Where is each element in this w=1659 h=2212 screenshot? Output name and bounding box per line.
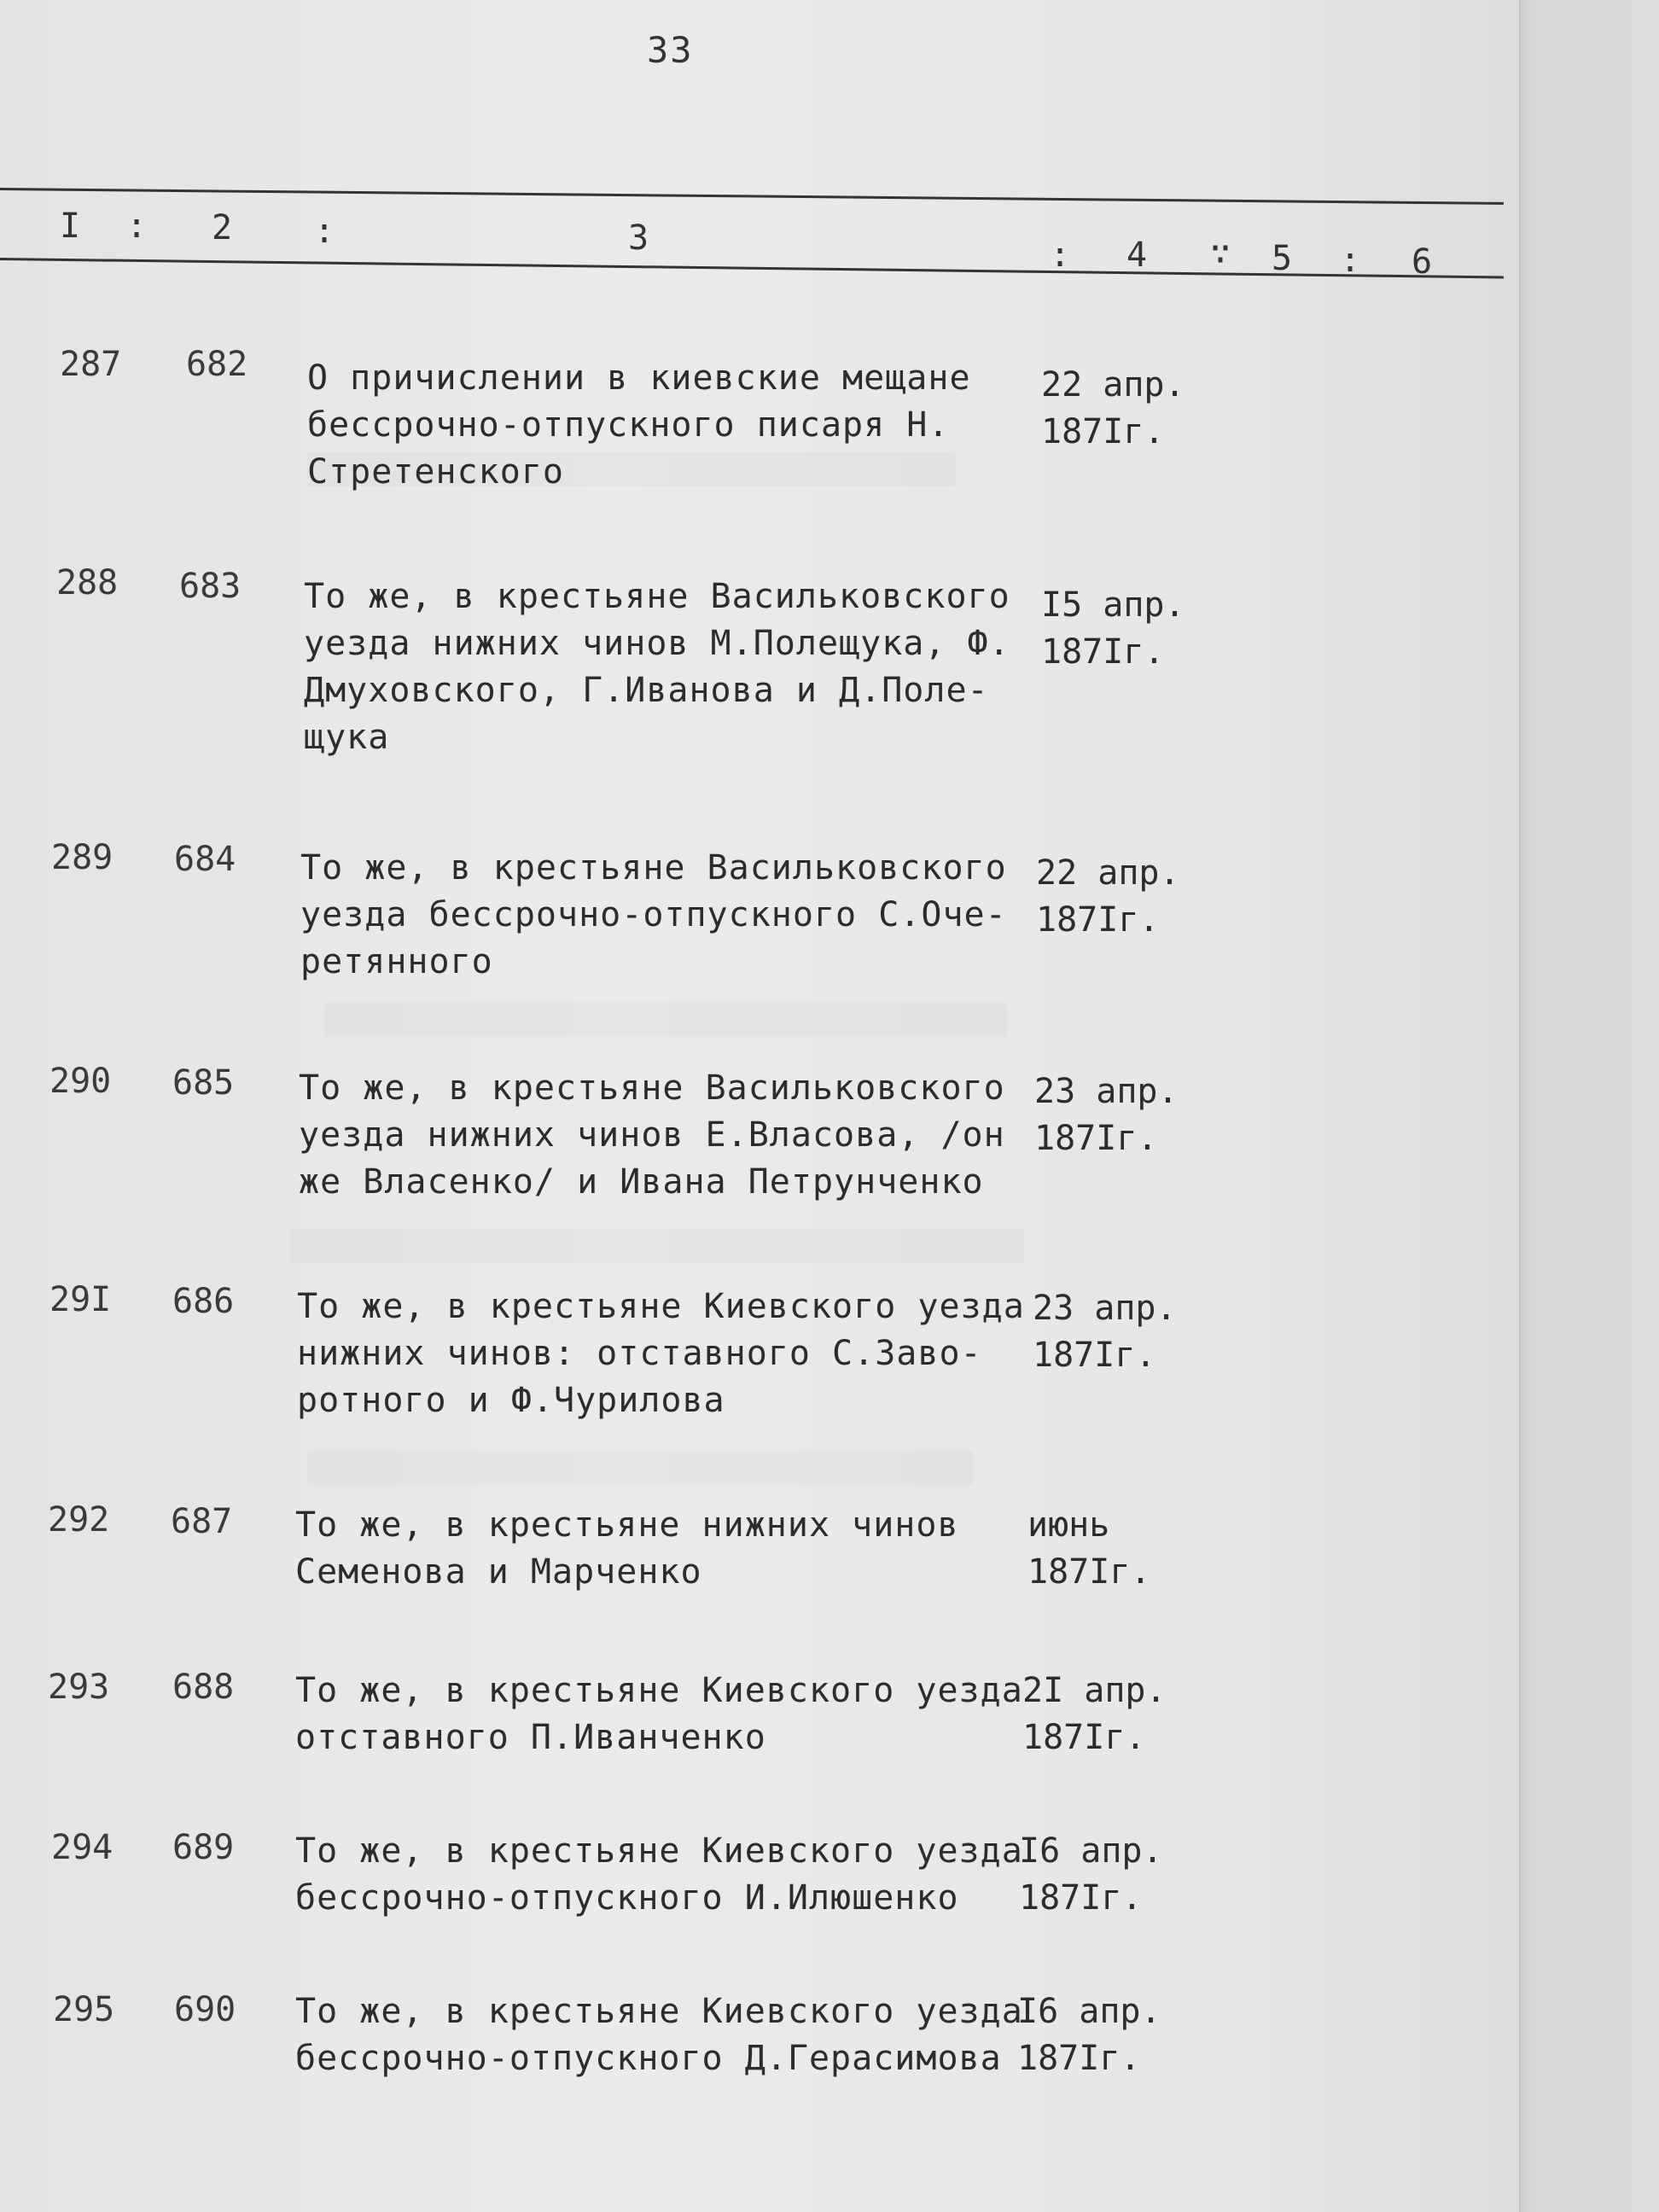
row-date: 22 апр. 187Iг. bbox=[1036, 853, 1180, 940]
row-description: То же, в крестьяне Васильковского уезда нижних чинов М.Полещука, Ф. Дмуховского, Г.Иванова и Д.Поле- щука bbox=[304, 577, 1010, 757]
row-date: I5 апр. 187Iг. bbox=[1041, 585, 1185, 672]
row-date: июнь 187Iг. bbox=[1027, 1505, 1151, 1592]
row-number: 290 bbox=[49, 1062, 112, 1101]
header-col-2: 2 bbox=[212, 208, 233, 247]
header-separator: : bbox=[126, 207, 148, 246]
row-description: То же, в крестьяне Киевского уезда отставного П.Иванченко bbox=[295, 1671, 1023, 1757]
row-date: 22 апр. 187Iг. bbox=[1041, 365, 1185, 451]
row-description: То же, в крестьяне Киевского уезда бессрочно-отпускного Д.Герасимова bbox=[295, 1992, 1023, 2078]
row-description: То же, в крестьяне Киевского уезда нижних чинов: отставного С.Заво- ротного и Ф.Чурилова bbox=[297, 1287, 1025, 1420]
page-edge bbox=[1519, 0, 1659, 2212]
item-number: 685 bbox=[172, 1063, 235, 1103]
row-number: 29I bbox=[49, 1280, 112, 1319]
row-date: 23 апр. 187Iг. bbox=[1033, 1289, 1177, 1375]
row-date: 23 апр. 187Iг. bbox=[1034, 1072, 1179, 1158]
row-number: 288 bbox=[56, 563, 119, 602]
header-separator: : bbox=[1340, 241, 1361, 280]
item-number: 682 bbox=[186, 345, 248, 384]
row-date: I6 апр. 187Iг. bbox=[1019, 1831, 1163, 1918]
show-through-mark bbox=[307, 1451, 973, 1485]
row-description: То же, в крестьяне нижних чинов Семенова и Марченко bbox=[295, 1505, 959, 1592]
row-description: О причислении в киевские мещане бессрочно-отпускного писаря Н. Стретенского bbox=[307, 358, 971, 492]
item-number: 687 bbox=[171, 1502, 233, 1541]
header-separator: : bbox=[314, 212, 335, 251]
item-number: 688 bbox=[172, 1668, 235, 1707]
item-number: 683 bbox=[179, 567, 242, 606]
row-number: 295 bbox=[53, 1990, 115, 2029]
row-description: То же, в крестьяне Васильковского уезда нижних чинов Е.Власова, /он же Власенко/ и Ивана Петрунченко bbox=[299, 1068, 1005, 1202]
table-top-rule bbox=[0, 188, 1504, 205]
header-separator: ∵ bbox=[1210, 234, 1231, 273]
row-number: 294 bbox=[51, 1828, 114, 1867]
row-date: I6 апр. 187Iг. bbox=[1017, 1992, 1161, 2078]
header-col-1: I bbox=[60, 207, 81, 246]
item-number: 686 bbox=[172, 1282, 235, 1321]
header-col-4: 4 bbox=[1126, 236, 1148, 275]
row-number: 292 bbox=[48, 1500, 110, 1540]
header-separator: : bbox=[1050, 236, 1071, 275]
show-through-mark bbox=[324, 1003, 1007, 1037]
row-date: 2I апр. 187Iг. bbox=[1022, 1671, 1167, 1757]
show-through-mark bbox=[290, 1229, 1024, 1263]
header-col-3: 3 bbox=[628, 218, 649, 258]
header-col-6: 6 bbox=[1412, 242, 1433, 282]
header-col-5: 5 bbox=[1272, 239, 1293, 278]
row-number: 289 bbox=[51, 838, 114, 877]
row-description: То же, в крестьяне Киевского уезда бессрочно-отпускного И.Илюшенко bbox=[295, 1831, 1023, 1918]
item-number: 690 bbox=[174, 1990, 236, 2029]
item-number: 689 bbox=[172, 1828, 235, 1867]
row-description: То же, в крестьяне Васильковского уезда бессрочно-отпускного С.Оче- ретянного bbox=[300, 848, 1007, 981]
row-number: 293 bbox=[48, 1668, 110, 1707]
row-number: 287 bbox=[60, 345, 122, 384]
page-number: 33 bbox=[647, 29, 694, 71]
item-number: 684 bbox=[174, 840, 236, 879]
